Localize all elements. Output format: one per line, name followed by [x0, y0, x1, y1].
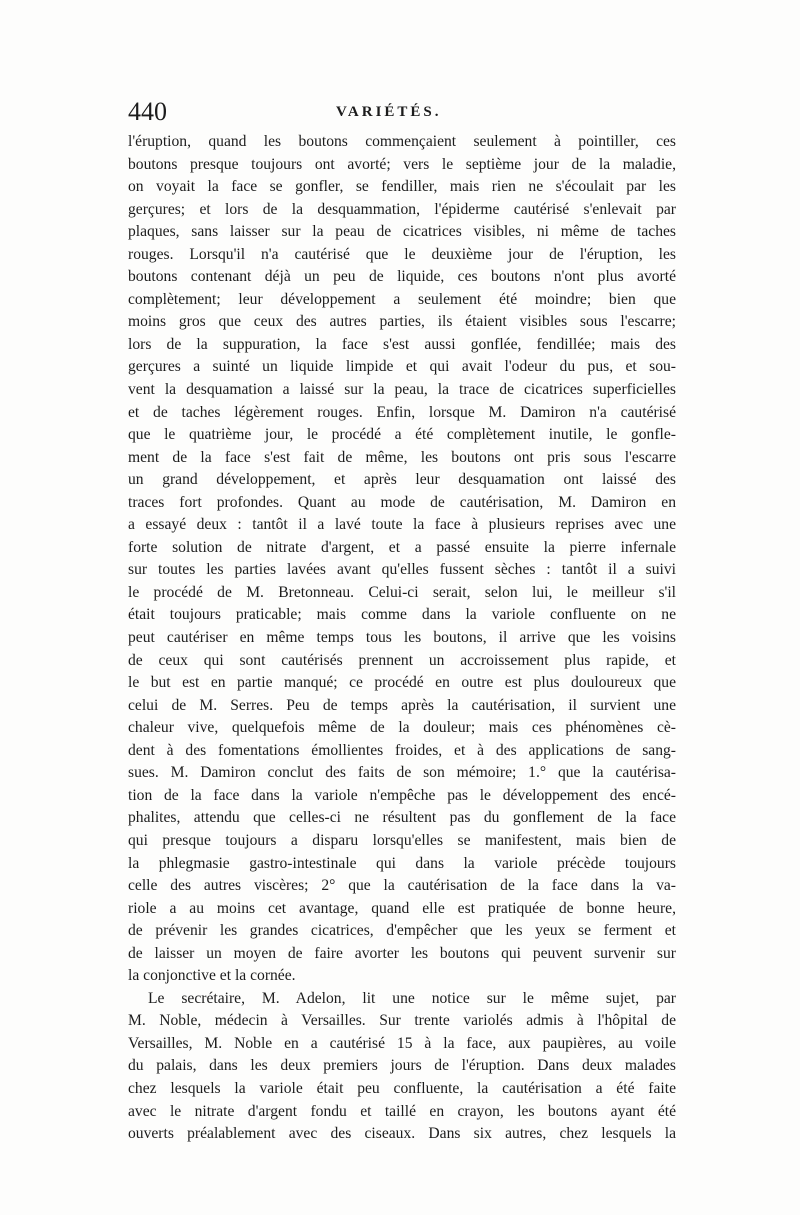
text-line: celui de M. Serres. Peu de temps après la cautérisation, il survient une	[128, 696, 676, 714]
text-line: on voyait la face se gonfler, se fendiller, mais rien ne s'écoulait par les	[128, 178, 676, 196]
text-line: qui presque toujours a disparu lorsqu'elles se manifestent, mais bien de	[128, 831, 676, 849]
text-line: tion de la face dans la variole n'empêche pas le développement des encé-	[128, 786, 676, 804]
text-line: était toujours praticable; mais comme dans la variole confluente on ne	[128, 606, 676, 624]
text-line: et de taches légèrement rouges. Enfin, lorsque M. Damiron n'a cautérisé	[128, 403, 676, 421]
paragraph-end-line: la conjonctive et la cornée.	[128, 967, 296, 985]
paragraph-start-line: Le secrétaire, M. Adelon, lit une notice sur le même sujet, par	[148, 989, 676, 1007]
text-line: gerçures a suinté un liquide limpide et qui avait l'odeur du pus, et sou-	[128, 358, 676, 376]
text-line: rouges. Lorsqu'il n'a cautérisé que le deuxième jour de l'éruption, les	[128, 245, 676, 263]
text-line: l'éruption, quand les boutons commençaient seulement à pointiller, ces	[128, 133, 676, 150]
text-line: boutons contenant déjà un peu de liquide, ces boutons n'ont plus avorté	[128, 268, 676, 286]
text-line: chez lesquels la variole était peu confluente, la cautérisation a été faite	[128, 1079, 676, 1097]
text-line: traces fort profondes. Quant au mode de cautérisation, M. Damiron en	[128, 493, 676, 511]
text-line: moins gros que ceux des autres parties, ils étaient visibles sous l'escarre;	[128, 313, 676, 331]
body-text	[128, 131, 676, 1146]
text-line: M. Noble, médecin à Versailles. Sur trente variolés admis à l'hôpital de	[128, 1012, 676, 1030]
text-line: dent à des fomentations émollientes froides, et à des applications de sang-	[128, 741, 676, 759]
text-line: ouverts préalablement avec des ciseaux. Dans six autres, chez lesquels la	[128, 1125, 676, 1143]
text-line: de ceux qui sont cautérisés prennent un accroissement plus rapide, et	[128, 651, 676, 669]
text-line: vent la desquamation a laissé sur la peau, la trace de cicatrices superficielles	[128, 381, 676, 399]
text-line: ment de la face s'est fait de même, les boutons ont pris sous l'escarre	[128, 448, 676, 466]
page-header	[128, 96, 676, 128]
text-line: de laisser un moyen de faire avorter les boutons qui peuvent survenir sur	[128, 944, 676, 962]
text-line: chaleur vive, quelquefois même de la douleur; mais ces phénomènes cè-	[128, 719, 676, 737]
text-line: peut cautériser en même temps tous les boutons, il arrive que les voisins	[128, 629, 676, 647]
text-line: le but est en partie manqué; ce procédé en outre est plus douloureux que	[128, 674, 676, 692]
text-line: un grand développement, et après leur desquamation ont laissé des	[128, 471, 676, 489]
text-line: sur toutes les parties lavées avant qu'elles fussent sèches : tantôt il a suivi	[128, 561, 676, 579]
text-line: phalites, attendu que celles-ci ne résultent pas du gonflement de la face	[128, 809, 676, 827]
text-line: que le quatrième jour, le procédé a été complètement inutile, le gonfle-	[128, 426, 676, 444]
text-line: le procédé de M. Bretonneau. Celui-ci serait, selon lui, le meilleur s'il	[128, 583, 676, 601]
text-line: gerçures; et lors de la desquammation, l'épiderme cautérisé s'enlevait par	[128, 200, 676, 218]
text-line: complètement; leur développement a seulement été moindre; bien que	[128, 290, 676, 308]
text-line: du palais, dans les deux premiers jours de l'éruption. Dans deux malades	[128, 1057, 676, 1075]
text-line: riole a au moins cet avantage, quand elle est pratiquée de bonne heure,	[128, 899, 676, 917]
text-line: boutons presque toujours ont avorté; vers le septième jour de la maladie,	[128, 155, 676, 173]
text-line: sues. M. Damiron conclut des faits de son mémoire; 1.° que la cautérisa-	[128, 764, 676, 782]
text-line: la phlegmasie gastro-intestinale qui dans la variole précède toujours	[128, 854, 676, 872]
text-line: forte solution de nitrate d'argent, et a passé ensuite la pierre infernale	[128, 538, 676, 556]
text-line: celle des autres viscères; 2° que la cautérisation de la face dans la va-	[128, 877, 676, 895]
text-line: avec le nitrate d'argent fondu et taillé en crayon, les boutons ayant été	[128, 1102, 676, 1120]
text-line: a essayé deux : tantôt il a lavé toute la face à plusieurs reprises avec une	[128, 516, 676, 534]
text-line: lors de la suppuration, la face s'est aussi gonflée, fendillée; mais des	[128, 335, 676, 353]
page-number: 440	[128, 97, 167, 126]
text-line: Versailles, M. Noble en a cautérisé 15 à la face, aux paupières, au voile	[128, 1034, 676, 1052]
text-line: plaques, sans laisser sur la peau de cicatrices visibles, ni même de taches	[128, 223, 676, 241]
running-head: VARIÉTÉS.	[336, 104, 442, 120]
text-line: de prévenir les grandes cicatrices, d'empêcher que les yeux se ferment et	[128, 922, 676, 940]
